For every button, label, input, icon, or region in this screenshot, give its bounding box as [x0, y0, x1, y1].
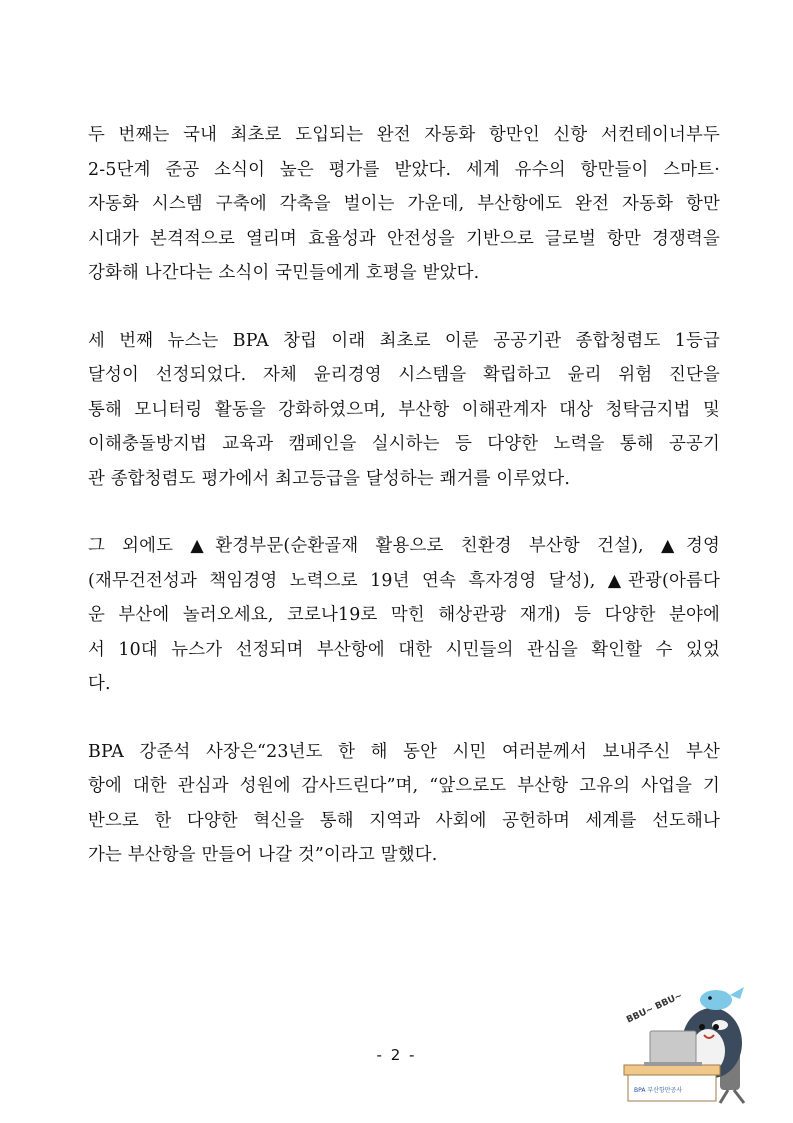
- chair-leg: [720, 1090, 728, 1103]
- text-line: 시대가 본격적으로 열리며 효율성과 안전성을 기반으로 글로벌 항만 경쟁력을: [88, 228, 720, 249]
- paragraph-second-news: [78, 118, 720, 291]
- laptop-logo: BPA 부산항만공사: [634, 1087, 683, 1094]
- text-line: 가는 부산항을 만들어 나갈 것”이라고 말했다.: [88, 845, 438, 865]
- blue-dolphin-tail: [730, 987, 744, 999]
- blue-dolphin-eye: [708, 996, 712, 1000]
- text-line: 강화해 나간다는 소식이 국민들에게 호평을 받았다.: [88, 263, 480, 283]
- paragraph-other-news: [78, 529, 720, 702]
- paragraph-third-news: [78, 324, 720, 497]
- text-line: 2-5단계 준공 소식이 높은 평가를 받았다. 세계 유수의 항만들이 스마트·: [88, 159, 720, 180]
- paragraph-ceo-quote: [78, 735, 720, 873]
- mascot-eye: [699, 1024, 705, 1030]
- mascot-eye: [713, 1024, 719, 1030]
- chair-leg: [734, 1090, 744, 1103]
- text-line: 항에 대한 관심과 성원에 감사드린다”며, “앞으로도 부산항 고유의 사업을 기: [88, 776, 720, 796]
- text-line: 달성이 선정되었다. 자체 윤리경영 시스템을 확립하고 윤리 위험 진단을: [88, 365, 720, 385]
- desk-top: [624, 1065, 720, 1075]
- text-line: (재무건전성과 책임경영 노력으로 19년 연속 흑자경영 달성), ▲관광(아름다: [88, 570, 720, 591]
- document-body: [78, 118, 720, 906]
- text-line: 반으로 한 다양한 혁신을 통해 지역과 사회에 공헌하며 세계를 선도해나: [88, 810, 720, 831]
- laptop-base: [644, 1062, 702, 1066]
- text-line: 관 종합청렴도 평가에서 최고등급을 달성하는 쾌거를 이루었다.: [88, 468, 571, 489]
- text-line: 이해충돌방지법 교육과 캠페인을 실시하는 등 다양한 노력을 통해 공공기: [88, 434, 720, 454]
- text-line: 운 부산에 놀러오세요, 코로나19로 막힌 해상관광 재개) 등 다양한 분야에: [88, 605, 720, 625]
- text-line: 서 10대 뉴스가 선정되며 부산항에 대한 시민들의 관심을 확인할 수 있었: [88, 639, 720, 660]
- text-line: 세 번째 뉴스는 BPA 창립 이래 최초로 이룬 공공기관 종합청렴도 1등급: [88, 330, 720, 351]
- laptop-screen: [650, 1031, 696, 1063]
- text-line: 자동화 시스템 구축에 각축을 벌이는 가운데, 부산항에도 완전 자동화 항만: [88, 194, 720, 214]
- text-line: 통해 모니터링 활동을 강화하였으며, 부산항 이해관계자 대상 청탁금지법 및: [88, 399, 720, 420]
- text-line: 그 외에도 ▲환경부문(순환골재 활용으로 친환경 부산항 건설), ▲경영: [88, 536, 720, 556]
- text-line: 다.: [88, 674, 111, 694]
- page-number: - 2 -: [376, 1046, 417, 1064]
- mascot-illustration: [620, 965, 755, 1105]
- mascot-speech-text: BBU~ BBU~: [625, 990, 685, 1026]
- blue-dolphin-body: [700, 990, 732, 1010]
- text-line: BPA 강준석 사장은“23년도 한 해 동안 시민 여러분께서 보내주신 부산: [88, 741, 720, 762]
- text-line: 두 번째는 국내 최초로 도입되는 완전 자동화 항만인 신항 서컨테이너부두: [88, 125, 720, 145]
